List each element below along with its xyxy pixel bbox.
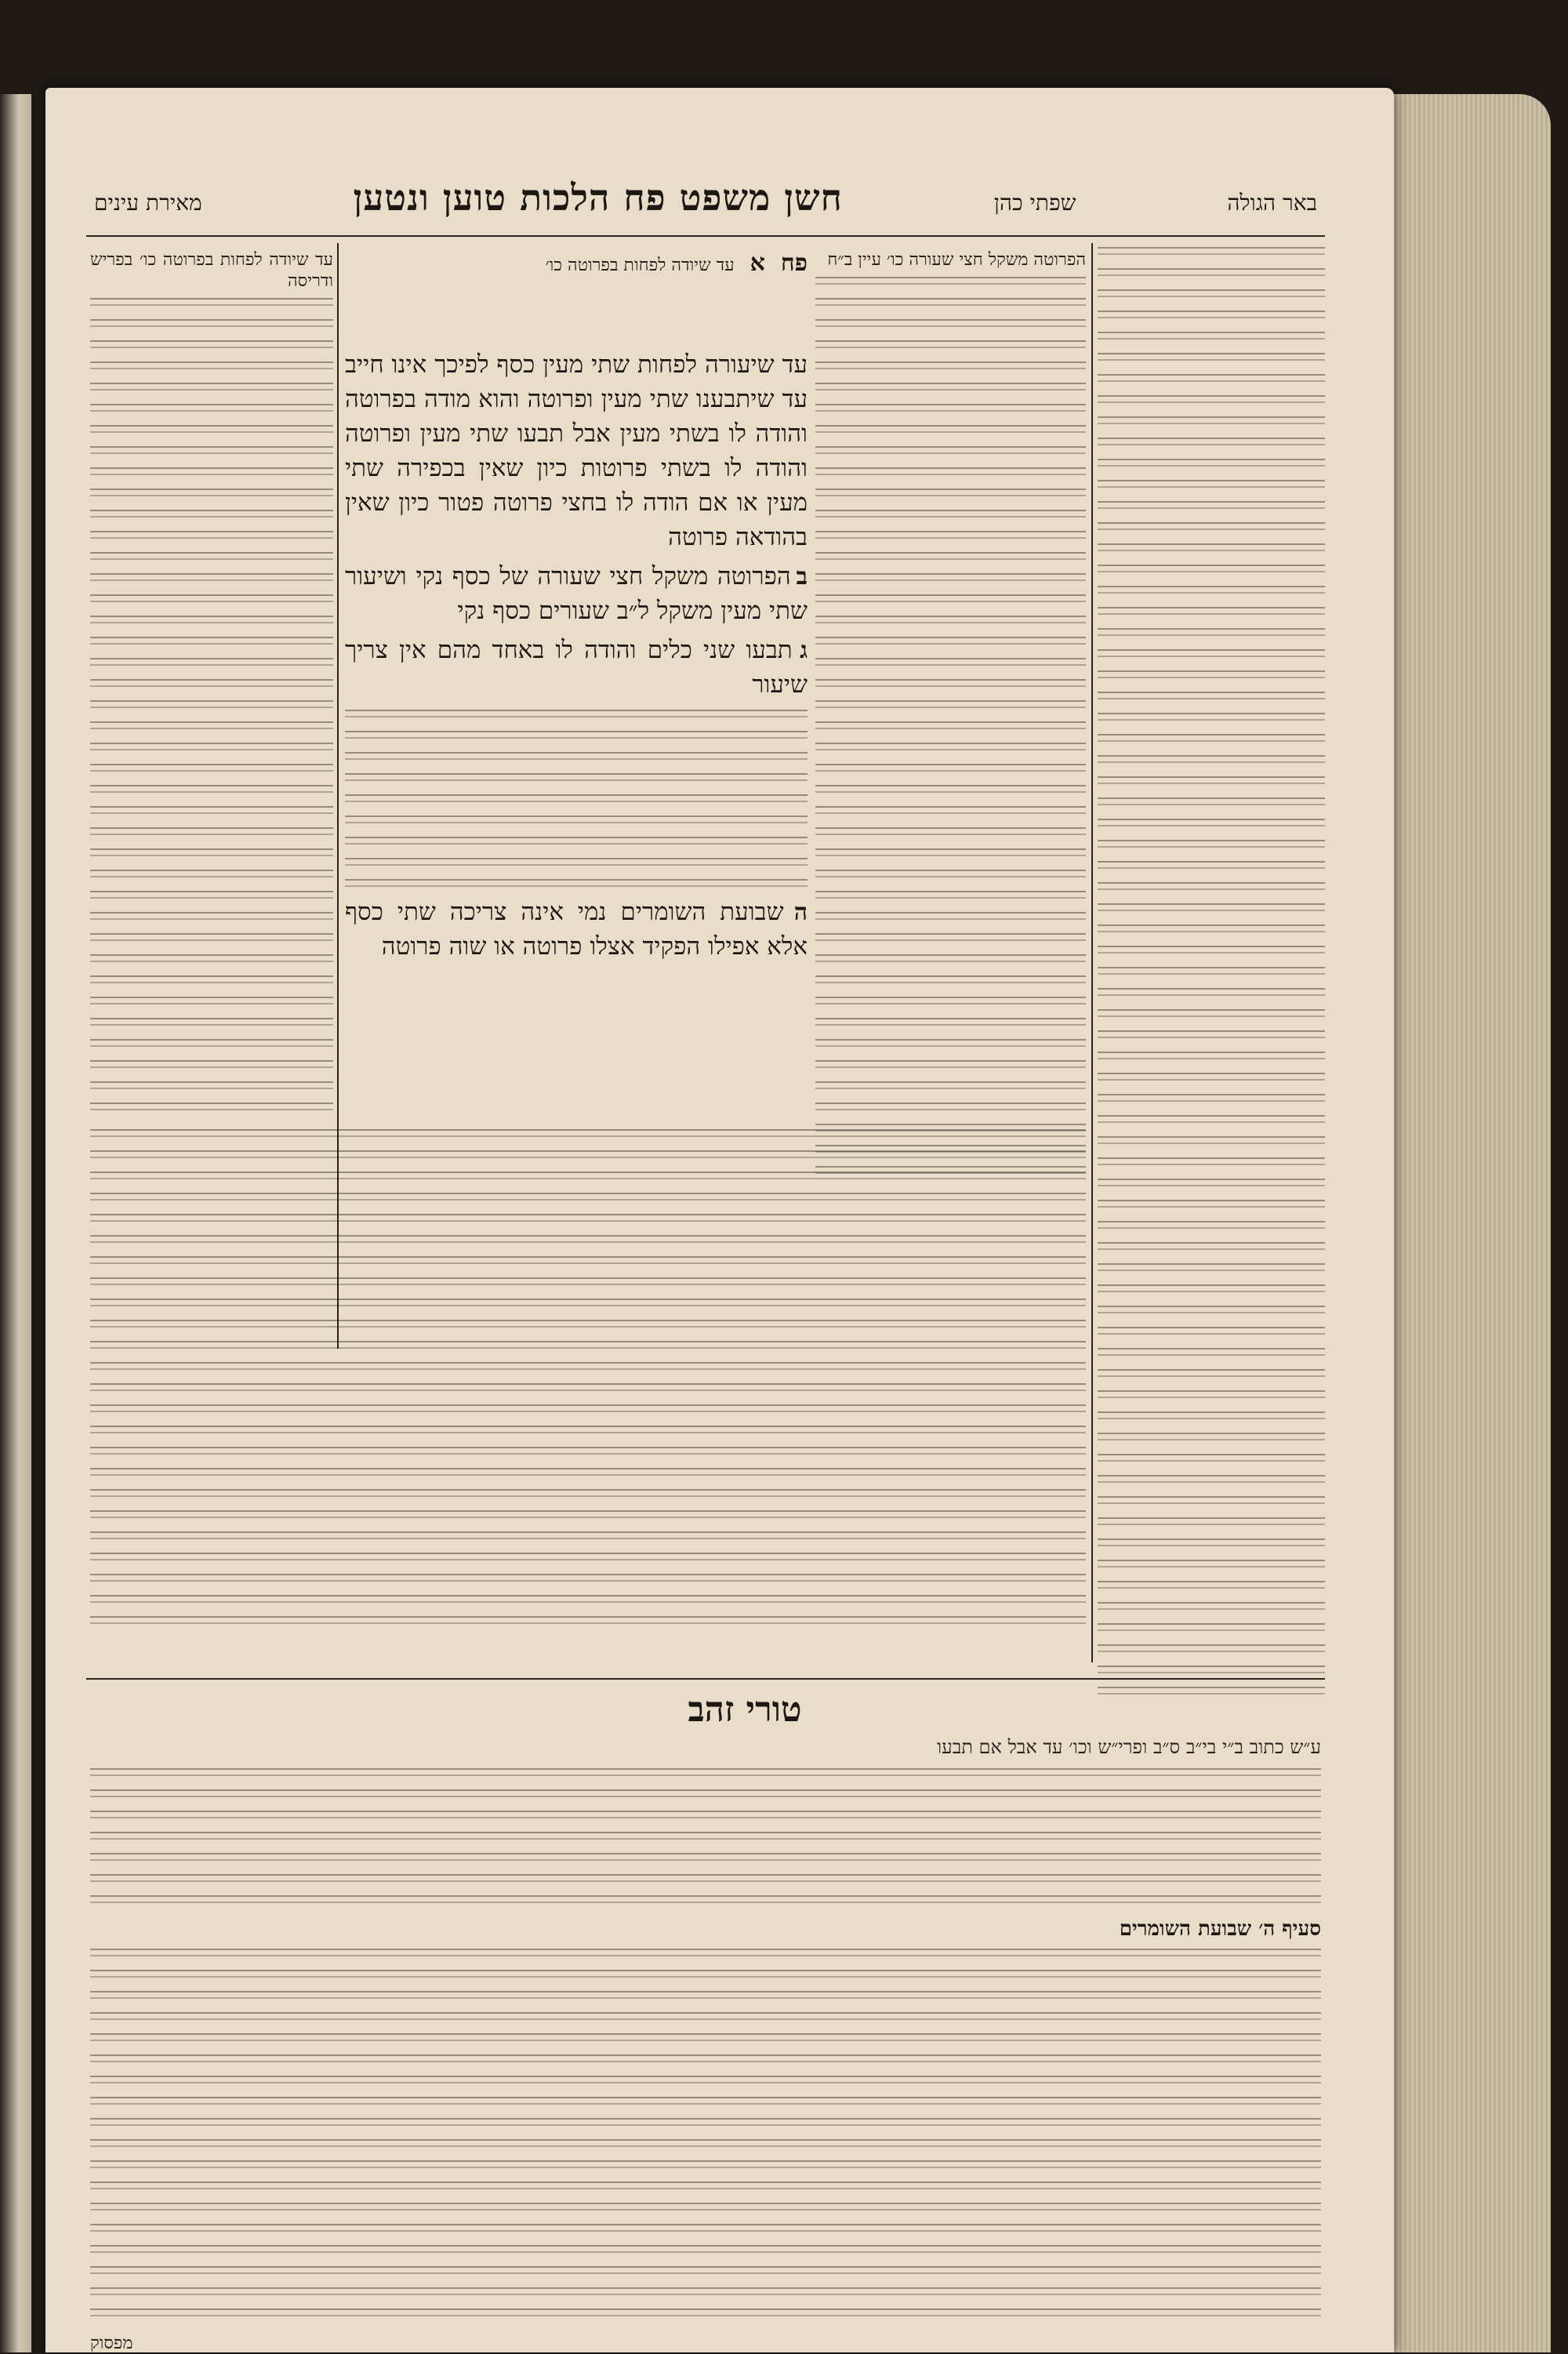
shach-text-lines: [815, 277, 1086, 1179]
meirat-einayim-column: [90, 249, 333, 1121]
paragraph-b: הפרוטה משקל חצי שעורה של כסף נקי ושיעור שתי מעין משקל ל״ב שעורים כסף נקי: [345, 562, 808, 625]
main-text-heading: [345, 249, 808, 277]
taz-block-2: [90, 1949, 1321, 2325]
lower-commentary-block: [90, 1129, 1086, 1631]
main-text-column: [345, 249, 808, 964]
header-rule: [86, 235, 1325, 237]
previous-page-edge: [0, 94, 31, 2352]
taz-block-2-lines: [90, 1949, 1321, 2325]
meirat-opening: עד שיודה לפחות בפרוטה כו׳ בפריש ודריסה: [90, 250, 333, 291]
be-er-hagolah-column: [1098, 247, 1325, 1698]
taz-block-1-lines: [90, 1768, 1321, 1909]
paragraph-b-row: [345, 559, 808, 628]
taz-title: טורי זהב: [688, 1690, 802, 1730]
siman-label: פח: [780, 249, 808, 277]
main-text-continuation-lines: [345, 710, 808, 890]
paragraph-a: עד שיעורה לפחות שתי מעין כסף לפיכך אינו חייב עד שיתבענו שתי מעין ופרוטה והוא מודה בפרוטה והודה לו בשתי מעין אבל תבעו שתי מעין ופרוטה והודה לו בשתי פרוטות כיון שאין בכפירה שתי מעין או אם הודה לו בחצי פרוטה פטור כיון שאין בהודאה פרוטה: [345, 351, 808, 551]
shach-column: [815, 249, 1086, 1179]
taz-seif-label: סעיף ה׳ שבועת השומרים: [1119, 1917, 1321, 1941]
page-header: [94, 176, 1317, 223]
column-divider-right: [1091, 243, 1093, 1662]
shach-opening: הפרוטה משקל חצי שעורה כו׳ עיין ב״ח: [827, 250, 1086, 270]
paragraph-marker-g: ג: [800, 637, 808, 664]
paragraph-marker-h: ה: [793, 899, 808, 926]
paragraph-h: שבועת השומרים נמי אינה צריכה שתי כסף אלא אפילו הפקיד אצלו פרוטה או שוה פרוטה: [345, 898, 808, 961]
paragraph-g: תבעו שני כלים והודה לו באחד מהם אין צריך שיעור: [345, 636, 808, 699]
taz-top-rule: [86, 1678, 1325, 1680]
paragraph-g-row: [345, 633, 808, 702]
be-er-hagolah-text-lines: [1098, 247, 1325, 1698]
meirat-einayim-text-lines: [90, 298, 333, 1121]
paragraph-marker-a: א: [750, 249, 765, 277]
meirat-einayim-label: מאירת עינים: [94, 190, 202, 216]
paragraph-marker-b: ב: [796, 563, 808, 590]
shach-label: שפתי כהן: [993, 190, 1076, 216]
paragraph-h-row: [345, 895, 808, 964]
be-er-hagolah-label: באר הגולה: [1227, 190, 1317, 216]
opening-line: עד שיודה לפחות בפרוטה כו׳: [545, 256, 735, 275]
taz-closing-word: מפסוק: [90, 2334, 133, 2353]
taz-block-1: [90, 1768, 1321, 1909]
lower-commentary-text-lines: [90, 1129, 1086, 1631]
book-page-block-edge: [1394, 94, 1551, 2352]
taz-first-line: ע״ש כתוב ב״י בי״ב ס״ב ופרי״ש וכו׳ עד אבל אם תבעו: [937, 1736, 1321, 1758]
page-title: חשן משפט פח הלכות טוען ונטען: [353, 176, 843, 219]
